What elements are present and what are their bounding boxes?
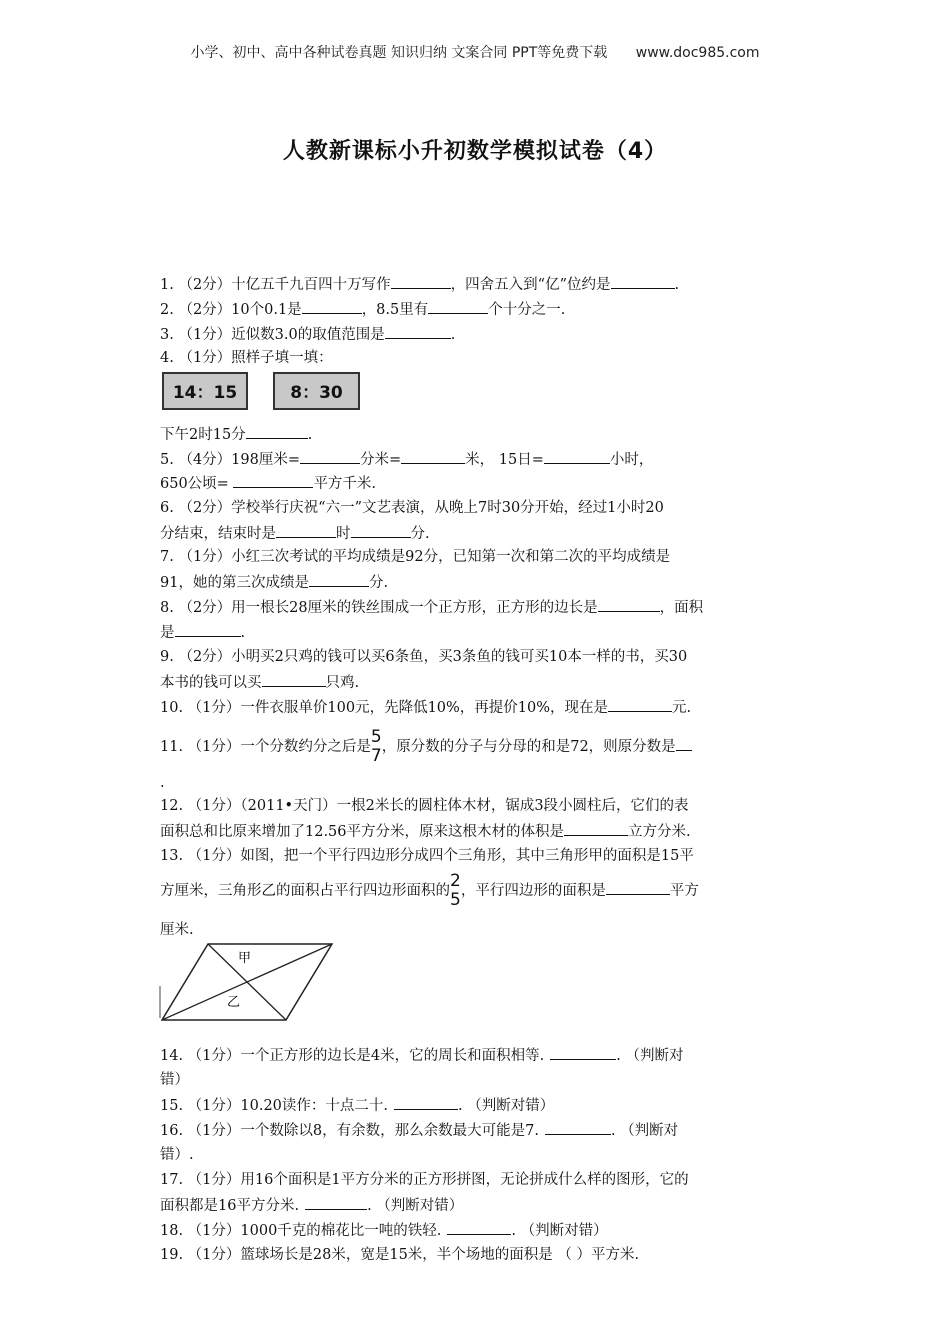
exam-title: 人教新课标小升初数学模拟试卷（4）	[282, 139, 668, 164]
question-8: 8. （2分）用一根长28厘米的铁丝围成一个正方形，正方形的边长是 ，面积	[160, 597, 703, 618]
question-6-line2: 分结束，结束时是 时 分.	[160, 523, 430, 544]
answer-blank[interactable]	[262, 672, 326, 687]
answer-blank[interactable]	[598, 597, 660, 612]
question-16-line2: 错）.	[160, 1147, 194, 1163]
answer-blank[interactable]	[300, 449, 360, 464]
answer-blank[interactable]	[233, 473, 313, 488]
question-17-line2: 面积都是16平方分米. . （判断对错）	[160, 1195, 463, 1216]
question-11-line2: .	[160, 775, 165, 791]
question-17: 17. （1分）用16个面积是1平方分米的正方形拼图，无论拼成什么样的图形，它的	[160, 1172, 689, 1188]
question-8-line2: 是 .	[160, 622, 245, 643]
question-11: 11. （1分）一个分数约分之后是 5 7 ，原分数的分子与分母的和是72，则原分数是	[160, 728, 692, 766]
answer-blank[interactable]	[276, 523, 336, 538]
answer-blank[interactable]	[428, 299, 488, 314]
question-1: 1. （2分）十亿五千九百四十万写作 ，四舍五入到“亿”位约是 .	[160, 274, 679, 295]
answer-blank[interactable]	[309, 572, 369, 587]
triangle-yi-label: 乙	[227, 995, 241, 1010]
question-13: 13. （1分）如图，把一个平行四边形分成四个三角形，其中三角形甲的面积是15平	[160, 848, 694, 864]
question-12-line2: 面积总和比原来增加了12.56平方分米，原来这根木材的体积是 立方分米.	[160, 821, 691, 842]
question-7: 7. （1分）小红三次考试的平均成绩是92分，已知第一次和第二次的平均成绩是	[160, 549, 671, 565]
page-header	[0, 42, 950, 62]
answer-blank[interactable]	[544, 449, 610, 464]
header-site: www.doc985.com	[635, 45, 760, 61]
question-4: 4. （1分）照样子填一填：	[160, 350, 333, 366]
question-14-line2: 错）	[160, 1072, 189, 1088]
time-example-box: 14：15	[162, 372, 248, 410]
answer-blank[interactable]	[351, 523, 411, 538]
question-10: 10. （1分）一件衣服单价100元，先降低10%，再提价10%，现在是 元.	[160, 697, 691, 718]
question-19: 19. （1分）篮球场长是28米，宽是15米，半个场地的面积是 （ ）平方米.	[160, 1247, 640, 1263]
question-9: 9. （2分）小明买2只鸡的钱可以买6条鱼，买3条鱼的钱可买10本一样的书，买30	[160, 649, 688, 665]
answer-blank[interactable]	[401, 449, 465, 464]
time-answer-box: 8：30	[273, 372, 360, 410]
question-7-line2: 91，她的第三次成绩是 分.	[160, 572, 388, 593]
answer-blank[interactable]	[394, 1095, 458, 1110]
fraction-2-5: 2 5	[450, 871, 461, 910]
answer-blank[interactable]	[305, 1195, 367, 1210]
question-5-line2: 650公顷= 平方千米.	[160, 473, 376, 494]
answer-blank[interactable]	[391, 274, 451, 289]
answer-blank[interactable]	[611, 274, 675, 289]
answer-blank[interactable]	[302, 299, 362, 314]
triangle-jia-label: 甲	[238, 951, 252, 966]
answer-blank[interactable]	[175, 622, 241, 637]
question-9-line2: 本书的钱可以买 只鸡.	[160, 672, 359, 693]
question-4-line: 下午2时15分 .	[160, 424, 312, 445]
answer-blank[interactable]	[447, 1220, 511, 1235]
answer-blank[interactable]	[564, 821, 628, 836]
question-16: 16. （1分）一个数除以8，有余数，那么余数最大可能是7. . （判断对	[160, 1120, 678, 1141]
question-3: 3. （1分）近似数3.0的取值范围是 .	[160, 324, 455, 345]
answer-blank[interactable]	[550, 1045, 616, 1060]
answer-blank[interactable]	[606, 880, 670, 895]
question-2: 2. （2分）10个0.1是 ，8.5里有 个十分之一.	[160, 299, 565, 320]
question-12: 12. （1分）（2011•天门）一根2米长的圆柱体木材，锯成3段小圆柱后，它们的表	[160, 798, 689, 814]
question-13-line3: 厘米.	[160, 922, 194, 938]
answer-blank[interactable]	[676, 736, 692, 751]
question-15: 15. （1分）10.20读作：十点二十. . （判断对错）	[160, 1095, 554, 1116]
header-text: 小学、初中、高中各种试卷真题 知识归纳 文案合同 PPT等免费下载	[190, 45, 608, 61]
question-14: 14. （1分）一个正方形的边长是4米，它的周长和面积相等. . （判断对	[160, 1045, 683, 1066]
parallelogram-figure	[158, 940, 336, 1024]
fraction-5-7: 5 7	[370, 727, 382, 766]
question-18: 18. （1分）1000千克的棉花比一吨的铁轻. . （判断对错）	[160, 1220, 608, 1241]
question-6: 6. （2分）学校举行庆祝“六一”文艺表演，从晚上7时30分开始，经过1小时20	[160, 500, 664, 516]
answer-blank[interactable]	[608, 697, 672, 712]
question-13-line2: 方厘米，三角形乙的面积占平行四边形面积的 2 5 ，平行四边形的面积是 平方	[160, 871, 699, 910]
question-5: 5. （4分）198厘米= 分米= 米， 15日= 小时，	[160, 449, 653, 470]
answer-blank[interactable]	[385, 324, 451, 339]
answer-blank[interactable]	[246, 424, 308, 439]
answer-blank[interactable]	[545, 1120, 611, 1135]
